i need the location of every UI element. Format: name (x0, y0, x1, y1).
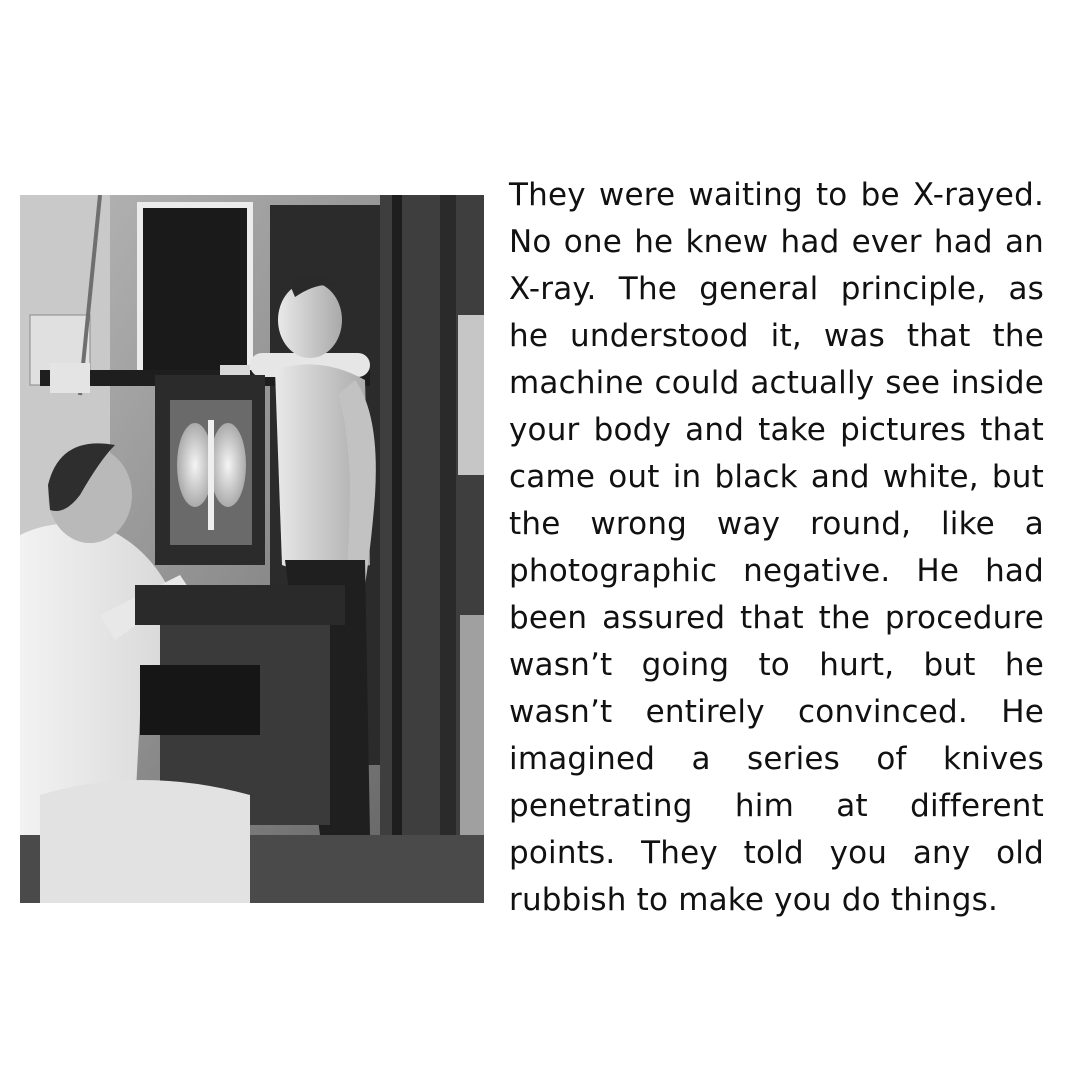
x-ray-photograph (20, 195, 484, 903)
passage-line: wasn’t going to hurt, but he (509, 647, 1044, 683)
passage-line: the wrong way round, like a (509, 506, 1044, 542)
passage-line: points. They told you any old (509, 835, 1044, 871)
passage-line: penetrating him at different (509, 788, 1044, 824)
passage-line: came out in black and white, but (509, 459, 1044, 495)
photograph-illustration (20, 195, 484, 903)
passage-line: imagined a series of knives (509, 741, 1044, 777)
passage-line: No one he knew had ever had an (509, 224, 1044, 260)
passage-line: photographic negative. He had (509, 553, 1044, 589)
passage-line: They were waiting to be X-rayed. (509, 177, 1044, 213)
passage-line: rubbish to make you do things. (509, 882, 999, 918)
passage-line: wasn’t entirely convinced. He (509, 694, 1044, 730)
passage-line: been assured that the procedure (509, 600, 1044, 636)
passage-text (509, 172, 1044, 924)
passage-line: machine could actually see inside (509, 365, 1044, 401)
passage-line: X-ray. The general principle, as (509, 271, 1044, 307)
passage-line: your body and take pictures that (509, 412, 1044, 448)
passage-line: he understood it, was that the (509, 318, 1044, 354)
